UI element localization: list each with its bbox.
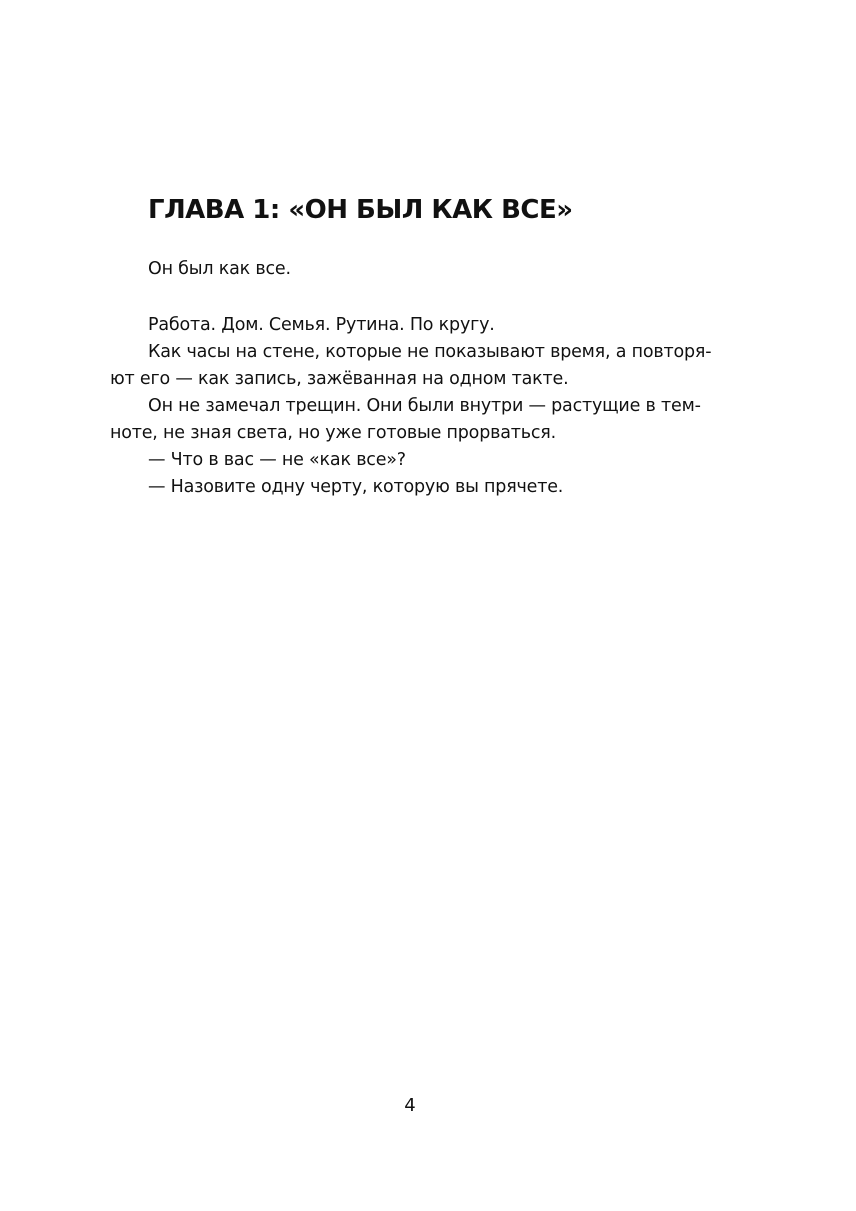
chapter-title: ГЛАВА 1: «ОН БЫЛ КАК ВСЕ» xyxy=(148,195,573,225)
paragraph-line: Он был как все. xyxy=(148,259,291,279)
paragraph-line: Как часы на стене, которые не показывают время, а повторя- xyxy=(148,342,712,362)
paragraph-line: ют его — как запись, зажёванная на одном такте. xyxy=(110,369,569,389)
page-number: 4 xyxy=(404,1095,416,1116)
paragraph-line: ноте, не зная света, но уже готовые прорваться. xyxy=(110,423,556,443)
dialogue-line: — Что в вас — не «как все»? xyxy=(148,450,406,470)
dialogue-line: — Назовите одну черту, которую вы прячете. xyxy=(148,477,564,497)
paragraph-line: Он не замечал трещин. Они были внутри — растущие в тем- xyxy=(148,396,701,416)
paragraph-line: Работа. Дом. Семья. Рутина. По кругу. xyxy=(148,315,495,335)
